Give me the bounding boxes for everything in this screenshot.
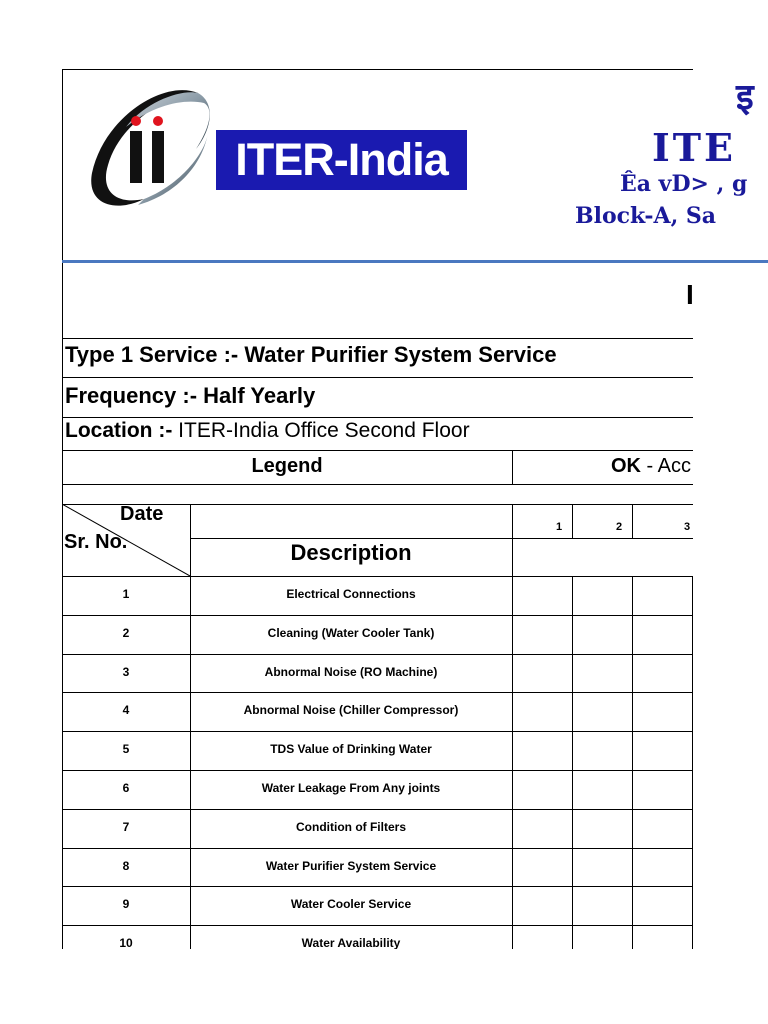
frequency-label: Frequency :- Half Yearly — [65, 383, 316, 408]
col-divider — [572, 504, 573, 538]
check-cell[interactable] — [573, 810, 632, 848]
col-divider — [692, 576, 693, 949]
col-divider — [632, 504, 633, 538]
check-cell[interactable] — [633, 655, 692, 693]
legend-ok-text: - Acc — [641, 455, 692, 477]
row-separator — [62, 450, 693, 451]
legend-label: Legend — [251, 455, 323, 477]
row-sr-no: 7 — [122, 820, 130, 834]
check-cell[interactable] — [513, 732, 572, 770]
check-cell[interactable] — [573, 926, 632, 949]
check-cell[interactable] — [633, 849, 692, 887]
row-description: TDS Value of Drinking Water — [270, 742, 432, 756]
check-cell[interactable] — [633, 732, 692, 770]
legend-ok-entry — [611, 455, 691, 478]
service-type-label: Type 1 Service :- Water Purifier System Service — [65, 342, 557, 367]
check-cell[interactable] — [633, 810, 692, 848]
check-cell[interactable] — [513, 616, 572, 654]
legend-ok-code: OK — [611, 455, 641, 477]
row-sr-no: 2 — [122, 626, 130, 640]
row-description: Water Purifier System Service — [265, 859, 437, 873]
check-cell[interactable] — [573, 887, 632, 925]
check-cell[interactable] — [633, 577, 692, 615]
location-value: ITER-India Office Second Floor — [172, 419, 470, 442]
location-label: Location :- — [65, 419, 173, 442]
day-col-1: 1 — [556, 521, 563, 533]
date-header: Date — [120, 503, 164, 525]
row-separator — [62, 417, 693, 418]
row-description: Abnormal Noise (Chiller Compressor) — [243, 703, 459, 717]
check-cell[interactable] — [573, 849, 632, 887]
row-description: Electrical Connections — [286, 587, 416, 601]
row-sr-no: 1 — [122, 587, 130, 601]
row-sr-no: 3 — [122, 665, 130, 679]
check-cell[interactable] — [573, 577, 632, 615]
check-cell[interactable] — [573, 693, 632, 731]
check-cell[interactable] — [633, 887, 692, 925]
check-cell[interactable] — [513, 693, 572, 731]
legend-divider — [512, 450, 513, 484]
check-cell[interactable] — [513, 771, 572, 809]
address-line-1: Êa vD> , g — [620, 171, 748, 197]
day-col-2: 2 — [616, 521, 623, 533]
check-cell[interactable] — [573, 771, 632, 809]
col-divider — [190, 504, 191, 949]
service-sheet — [62, 69, 768, 949]
hindi-heading-fragment: इ — [736, 76, 754, 118]
row-description: Water Cooler Service — [290, 897, 412, 911]
iter-india-swoosh-logo — [86, 87, 216, 212]
header-divider-rule — [62, 260, 768, 263]
row-sr-no: 10 — [119, 936, 133, 949]
row-sr-no: 5 — [122, 742, 130, 756]
check-cell[interactable] — [513, 577, 572, 615]
row-description: Abnormal Noise (RO Machine) — [264, 665, 438, 679]
address-line-2: Block-A, Sa — [575, 203, 717, 229]
row-separator — [62, 484, 693, 485]
org-name-heading: ITE — [652, 125, 737, 170]
check-cell[interactable] — [573, 732, 632, 770]
check-cell[interactable] — [573, 616, 632, 654]
row-sr-no: 9 — [122, 897, 130, 911]
check-cell[interactable] — [573, 655, 632, 693]
check-cell[interactable] — [633, 926, 692, 949]
check-cell[interactable] — [633, 616, 692, 654]
row-sr-no: 6 — [122, 781, 130, 795]
check-cell[interactable] — [513, 655, 572, 693]
row-description: Cleaning (Water Cooler Tank) — [267, 626, 435, 640]
header-mid-line — [512, 538, 693, 539]
check-cell[interactable] — [513, 849, 572, 887]
row-description: Water Leakage From Any joints — [261, 781, 441, 795]
check-cell[interactable] — [633, 693, 692, 731]
logo-text: ITER-India — [216, 130, 467, 190]
sheet-top-border — [62, 69, 693, 70]
check-cell[interactable] — [513, 887, 572, 925]
header-mid-line — [190, 538, 512, 539]
check-cell[interactable] — [633, 771, 692, 809]
row-sr-no: 8 — [122, 859, 130, 873]
row-description: Condition of Filters — [296, 820, 406, 834]
description-header: Description — [290, 540, 412, 565]
check-cell[interactable] — [513, 926, 572, 949]
row-sr-no: 4 — [122, 703, 130, 717]
check-cell[interactable] — [513, 810, 572, 848]
sheet-title: I — [686, 279, 694, 310]
row-separator — [62, 377, 693, 378]
row-separator — [62, 338, 693, 339]
srno-header: Sr. No. — [64, 531, 128, 553]
day-col-3: 3 — [684, 521, 691, 533]
location-line — [65, 419, 470, 443]
row-description: Water Availability — [301, 936, 401, 949]
